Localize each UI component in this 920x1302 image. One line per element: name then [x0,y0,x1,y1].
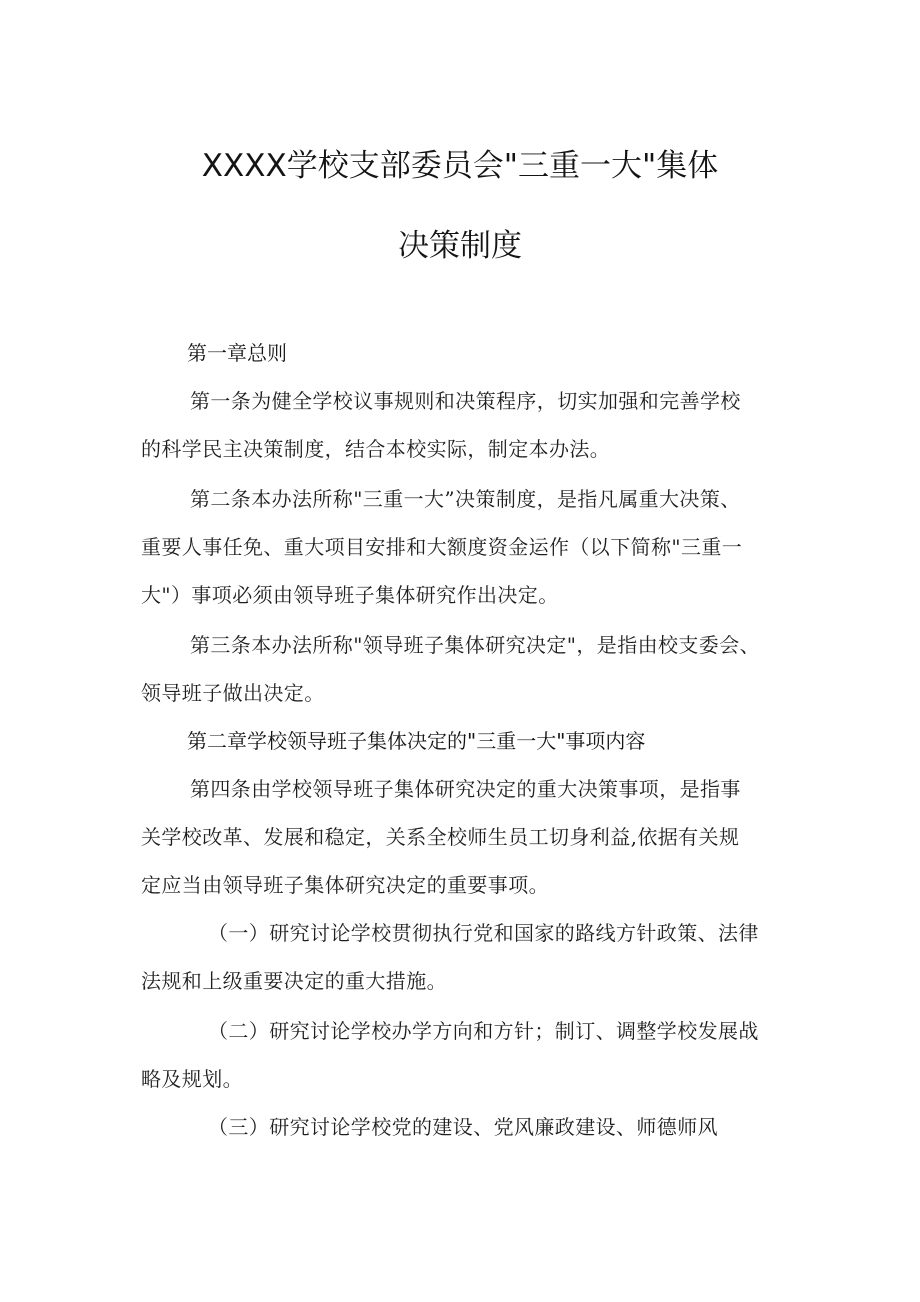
chapter-1-heading: 第一章总则 [187,341,287,365]
article-3-line-2: 领导班子做出决定。 [141,681,325,705]
document-title-line-1: XXXX学校支部委员会"三重一大"集体 [201,148,719,184]
item-2-line-1: （二）研究讨论学校办学方向和方针；制订、调整学校发展战 [208,1019,759,1043]
item-1-line-1: （一）研究讨论学校贯彻执行党和国家的路线方针政策、法律 [208,921,759,945]
article-2-line-3: 大"）事项必须由领导班子集体研究作出决定。 [141,583,559,607]
article-2-line-1: 第二条本办法所称"三重一大”决策制度，是指凡属重大决策、 [190,487,741,511]
article-3-line-1: 第三条本办法所称"领导班子集体研究决定"，是指由校支委会、 [190,633,760,657]
item-2-line-2: 略及规划。 [141,1067,243,1091]
chapter-2-heading: 第二章学校领导班子集体决定的"三重一大"事项内容 [187,729,646,753]
item-3-line-1: （三）研究讨论学校党的建设、党风廉政建设、师德师风 [208,1115,718,1139]
item-1-line-2: 法规和上级重要决定的重大措施。 [141,969,447,993]
document-title-line-2: 决策制度 [398,228,522,264]
article-1-line-1: 第一条为健全学校议事规则和决策程序，切实加强和完善学校 [190,389,741,413]
article-4-line-3: 定应当由领导班子集体研究决定的重要事项。 [141,873,549,897]
article-4-line-2: 关学校改革、发展和稳定，关系全校师生员工切身利益,依据有关规 [141,825,740,849]
article-2-line-2: 重要人事任免、重大项目安排和大额度资金运作（以下简称"三重一 [141,535,743,559]
article-1-line-2: 的科学民主决策制度，结合本校实际，制定本办法。 [141,437,611,461]
article-4-line-1: 第四条由学校领导班子集体研究决定的重大决策事项，是指事 [190,777,741,801]
